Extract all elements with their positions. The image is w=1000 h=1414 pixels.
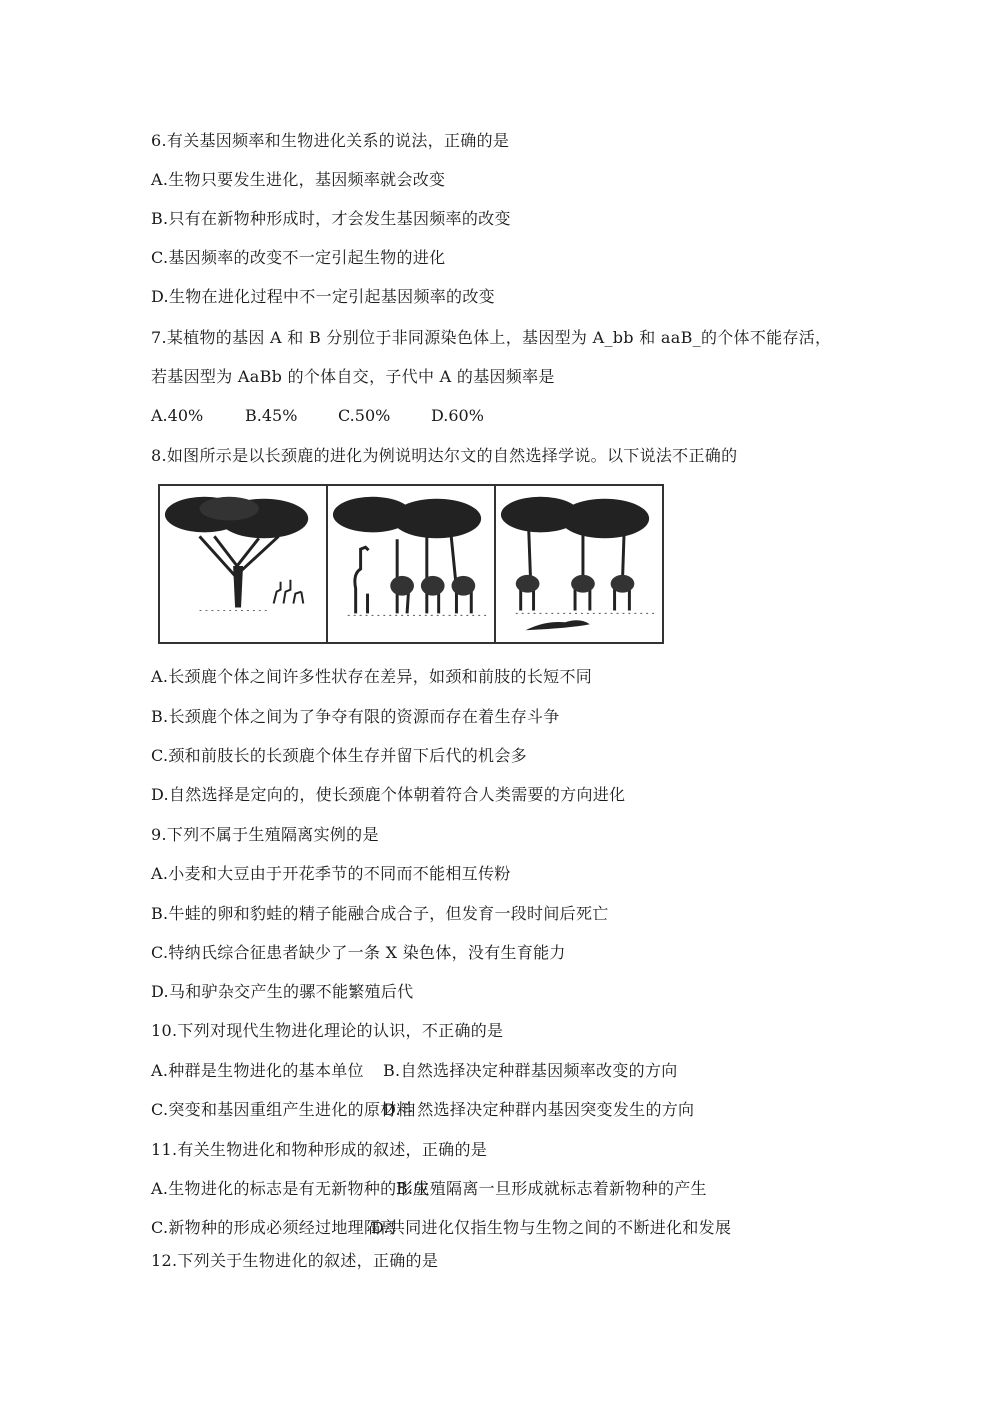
tree-with-long-neck-giraffes-illustration [496, 486, 662, 642]
question-7-option-b: B.45% [245, 406, 298, 425]
question-7-stem-line1: 7.某植物的基因 A 和 B 分别位于非同源染色体上，基因型为 A_bb 和 aaB_的个体不能存活， [151, 328, 832, 347]
question-9-option-c: C.特纳氏综合征患者缺少了一条 X 染色体，没有生育能力 [151, 943, 566, 962]
question-10-option-a: A.种群是生物进化的基本单位 [151, 1061, 364, 1080]
question-10-option-d: D.自然选择决定种群内基因突变发生的方向 [383, 1100, 695, 1119]
question-6-option-b: B.只有在新物种形成时，才会发生基因频率的改变 [151, 209, 511, 228]
question-7-stem-line2: 若基因型为 AaBb 的个体自交，子代中 A 的基因频率是 [151, 367, 555, 386]
question-8-stem: 8.如图所示是以长颈鹿的进化为例说明达尔文的自然选择学说。以下说法不正确的 [151, 446, 738, 465]
question-7-option-a: A.40% [151, 406, 204, 425]
question-6-option-c: C.基因频率的改变不一定引起生物的进化 [151, 248, 446, 267]
question-11-option-a: A.生物进化的标志是有无新物种的形成 [151, 1179, 430, 1198]
question-8-option-c: C.颈和前肢长的长颈鹿个体生存并留下后代的机会多 [151, 746, 527, 765]
question-11-stem: 11.有关生物进化和物种形成的叙述，正确的是 [151, 1140, 488, 1159]
question-9-option-d: D.马和驴杂交产生的骡不能繁殖后代 [151, 982, 414, 1001]
question-7-option-d: D.60% [431, 406, 484, 425]
question-6-option-a: A.生物只要发生进化，基因频率就会改变 [151, 170, 446, 189]
question-9-stem: 9.下列不属于生殖隔离实例的是 [151, 825, 379, 844]
question-8-option-b: B.长颈鹿个体之间为了争夺有限的资源而存在着生存斗争 [151, 707, 560, 726]
figure-panel-3 [496, 486, 662, 642]
question-11-option-c: C.新物种的形成必须经过地理隔离 [151, 1218, 397, 1237]
question-11-option-b: B.生殖隔离一旦形成就标志着新物种的产生 [396, 1179, 707, 1198]
question-7-option-c: C.50% [338, 406, 391, 425]
tree-with-small-giraffes-illustration [160, 486, 326, 642]
giraffe-evolution-figure [158, 484, 664, 644]
figure-panel-2 [328, 486, 496, 642]
question-9-option-a: A.小麦和大豆由于开花季节的不同而不能相互传粉 [151, 864, 511, 883]
question-10-stem: 10.下列对现代生物进化理论的认识，不正确的是 [151, 1021, 504, 1040]
question-6-option-d: D.生物在进化过程中不一定引起基因频率的改变 [151, 287, 495, 306]
question-10-option-c: C.突变和基因重组产生进化的原材料 [151, 1100, 413, 1119]
question-10-option-b: B.自然选择决定种群基因频率改变的方向 [383, 1061, 678, 1080]
tree-with-varied-giraffes-illustration [328, 486, 494, 642]
question-9-option-b: B.牛蛙的卵和豹蛙的精子能融合成合子，但发育一段时间后死亡 [151, 904, 609, 923]
question-8-option-d: D.自然选择是定向的，使长颈鹿个体朝着符合人类需要的方向进化 [151, 785, 626, 804]
figure-panel-1 [160, 486, 328, 642]
question-6-stem: 6.有关基因频率和生物进化关系的说法，正确的是 [151, 131, 510, 150]
question-12-stem: 12.下列关于生物进化的叙述，正确的是 [151, 1251, 439, 1270]
question-8-option-a: A.长颈鹿个体之间许多性状存在差异，如颈和前肢的长短不同 [151, 667, 593, 686]
question-11-option-d: D.共同进化仅指生物与生物之间的不断进化和发展 [371, 1218, 732, 1237]
